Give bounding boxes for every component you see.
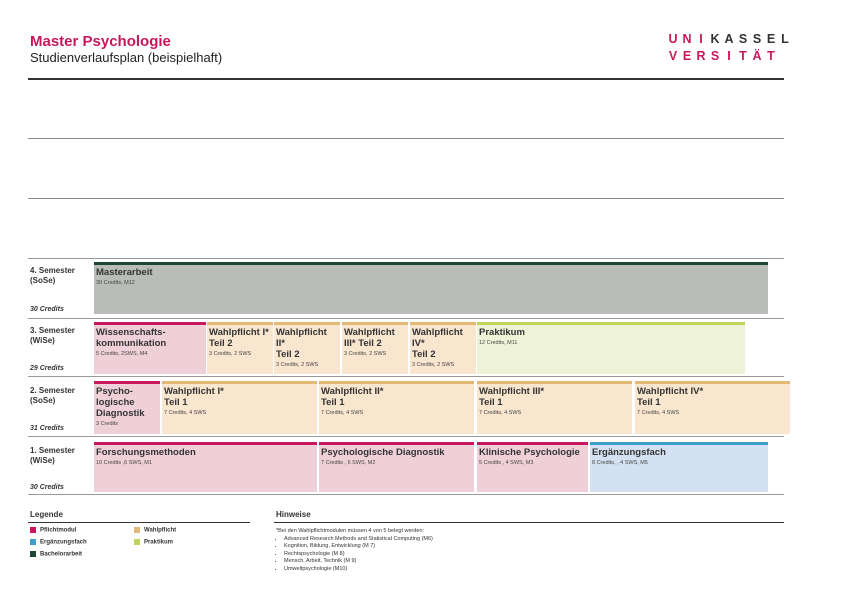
semester-term: (WiSe) xyxy=(30,456,55,465)
page-subtitle: Studienverlaufsplan (beispielhaft) xyxy=(30,50,223,65)
semester-number: 2. Semester xyxy=(30,386,75,395)
semester-divider xyxy=(28,376,784,377)
semester-number: 4. Semester xyxy=(30,266,75,275)
module-wahlpflicht-2-teil-2 xyxy=(274,322,340,374)
hinweise-item: • Mensch, Arbeit, Technik (M 9) xyxy=(284,558,433,566)
module-name: Wahlpflicht III* Teil 1 xyxy=(479,386,545,408)
hinweise-list xyxy=(276,536,433,574)
logo-letter: T xyxy=(767,49,775,63)
module-wahlpflicht-3-teil-2 xyxy=(342,322,408,374)
module-info: 3 Credits, 2 SWS xyxy=(209,351,252,357)
logo-letter: L xyxy=(781,32,789,46)
module-masterarbeit xyxy=(94,262,768,314)
module-info: 7 Credits, 4 SWS xyxy=(479,410,522,416)
module-info: 7 Credits , 6 SWS, M2 xyxy=(321,460,376,466)
module-name: Wahlpflicht I* Teil 2 xyxy=(209,327,269,349)
module-name: Wahlpflicht I* Teil 1 xyxy=(164,386,224,408)
module-name: Wahlpflicht IV* Teil 2 xyxy=(412,327,463,360)
logo-letter: R xyxy=(696,49,706,63)
module-ergaenzungsfach xyxy=(590,442,768,492)
module-info: 5 Credits, 2SWS, M4 xyxy=(96,351,148,357)
hinweise-rule xyxy=(274,522,784,523)
semester-credits: 30 Credits xyxy=(30,306,64,313)
logo-letter: V xyxy=(668,49,678,63)
hinweise-item: • Kognition, Bildung, Entwicklung (M 7) xyxy=(284,543,433,551)
legend-heading: Legende xyxy=(30,510,63,519)
module-name: Masterarbeit xyxy=(96,267,153,278)
semester-label xyxy=(30,386,75,406)
hinweise-item: • Advanced Research Methods and Statistical Computing (M6) xyxy=(284,536,433,544)
pflicht-swatch xyxy=(30,527,36,533)
legend-rule xyxy=(28,522,250,523)
module-name: Wissenschafts- kommunikation xyxy=(96,327,167,349)
semester-term: (WiSe) xyxy=(30,336,55,345)
logo-line-2 xyxy=(668,48,794,65)
logo-letter: S xyxy=(752,32,762,46)
module-wahlpflicht-3-teil-1 xyxy=(477,381,632,434)
module-info: 3 Credits xyxy=(96,421,119,427)
legend-label: Wahlpflicht xyxy=(144,527,177,534)
hinweise-item: • Umweltpsychologie (M10) xyxy=(284,566,433,574)
semester-credits: 31 Credits xyxy=(30,425,64,432)
module-name: Wahlpflicht II* Teil 2 xyxy=(276,327,327,360)
module-name: Psychologische Diagnostik xyxy=(321,447,445,458)
module-info: 7 Credits, 4 SWS xyxy=(637,410,680,416)
divider-line xyxy=(28,138,784,139)
module-name: Klinische Psychologie xyxy=(479,447,580,458)
hinweise-intro: *Bei den Wahlpflichtmodulen müssen 4 von 5 belegt werden: xyxy=(276,528,425,534)
module-info: 3 Credits, 2 SWS xyxy=(344,351,387,357)
module-wahlpflicht-2-teil-1 xyxy=(319,381,474,434)
module-wahlpflicht-1-teil-1 xyxy=(162,381,317,434)
module-info: 8 Credits, , 4 SWS, M5 xyxy=(592,460,648,466)
module-klinische-psychologie xyxy=(477,442,588,492)
hinweise-notes xyxy=(276,528,433,574)
logo-letter: S xyxy=(710,49,720,63)
module-forschungsmethoden xyxy=(94,442,317,492)
semester-label xyxy=(30,266,75,286)
module-wissenschaftskommunikation xyxy=(94,322,206,374)
uni-kassel-logo xyxy=(668,31,794,65)
semester-divider xyxy=(28,494,784,495)
logo-letter: E xyxy=(766,32,776,46)
praktikum-swatch xyxy=(134,539,140,545)
logo-letter: T xyxy=(739,49,747,63)
logo-letter: N xyxy=(682,32,692,46)
module-info: 7 Credits, 4 SWS xyxy=(321,410,364,416)
logo-letter: A xyxy=(724,32,734,46)
module-wahlpflicht-1-teil-2 xyxy=(207,322,273,374)
legend-item-wahlpflicht xyxy=(134,527,176,534)
page-title: Master Psychologie xyxy=(30,33,171,50)
hinweise-item: • Rechtspsychologie (M 8) xyxy=(284,551,433,559)
module-info: 7 Credits, 4 SWS xyxy=(164,410,207,416)
module-psychologische-diagnostik-teil xyxy=(94,381,160,434)
module-info: 12 Credits, M11 xyxy=(479,340,518,346)
module-name: Wahlpflicht III* Teil 2 xyxy=(344,327,395,349)
module-info: 3 Credits, 2 SWS xyxy=(412,362,455,368)
legend-item-ergaenzung xyxy=(30,539,87,546)
semester-credits: 30 Credits xyxy=(30,484,64,491)
logo-letter: U xyxy=(668,32,678,46)
semester-term: (SoSe) xyxy=(30,276,56,285)
hinweise-heading: Hinweise xyxy=(276,510,311,519)
module-psychologische-diagnostik xyxy=(319,442,474,492)
legend-label: Ergänzungsfach xyxy=(40,539,87,546)
header-rule xyxy=(28,78,784,80)
ergaenzung-swatch xyxy=(30,539,36,545)
logo-letter: I xyxy=(699,32,703,46)
logo-letter: I xyxy=(727,49,731,63)
legend-item-praktikum xyxy=(134,539,173,546)
logo-line-1 xyxy=(668,31,794,48)
module-name: Psycho- logische Diagnostik xyxy=(96,386,145,419)
module-name: Wahlpflicht IV* Teil 1 xyxy=(637,386,704,408)
legend-label: Pflichtmodul xyxy=(40,527,77,534)
module-wahlpflicht-4-teil-2 xyxy=(410,322,476,374)
semester-credits: 29 Credits xyxy=(30,365,64,372)
module-info: 5 Credits , 4 SWS, M3 xyxy=(479,460,534,466)
legend-item-bachelor xyxy=(30,551,82,558)
semester-term: (SoSe) xyxy=(30,396,56,405)
module-info: 3 Credits, 2 SWS xyxy=(276,362,319,368)
legend-label: Praktikum xyxy=(144,539,174,546)
legend-label: Bachelorarbeit xyxy=(40,551,83,558)
legend-item-pflicht xyxy=(30,527,76,534)
module-info: 10 Credits ,6 SWS, M1 xyxy=(96,460,152,466)
semester-divider xyxy=(28,258,784,259)
logo-letter: E xyxy=(682,49,692,63)
semester-number: 1. Semester xyxy=(30,446,75,455)
semester-label xyxy=(30,326,75,346)
logo-letter: K xyxy=(710,32,720,46)
bachelor-swatch xyxy=(30,551,36,557)
divider-line xyxy=(28,198,784,199)
module-name: Praktikum xyxy=(479,327,525,338)
module-name: Ergänzungsfach xyxy=(592,447,666,458)
logo-letter: Ä xyxy=(752,49,762,63)
module-wahlpflicht-4-teil-1 xyxy=(635,381,790,434)
module-praktikum xyxy=(477,322,745,374)
semester-divider xyxy=(28,318,784,319)
semester-label xyxy=(30,446,75,466)
semester-number: 3. Semester xyxy=(30,326,75,335)
semester-divider xyxy=(28,436,784,437)
module-name: Forschungsmethoden xyxy=(96,447,196,458)
module-name: Wahlpflicht II* Teil 1 xyxy=(321,386,384,408)
logo-letter: S xyxy=(738,32,748,46)
module-info: 30 Credits, M12 xyxy=(96,280,135,286)
wahlpflicht-swatch xyxy=(134,527,140,533)
